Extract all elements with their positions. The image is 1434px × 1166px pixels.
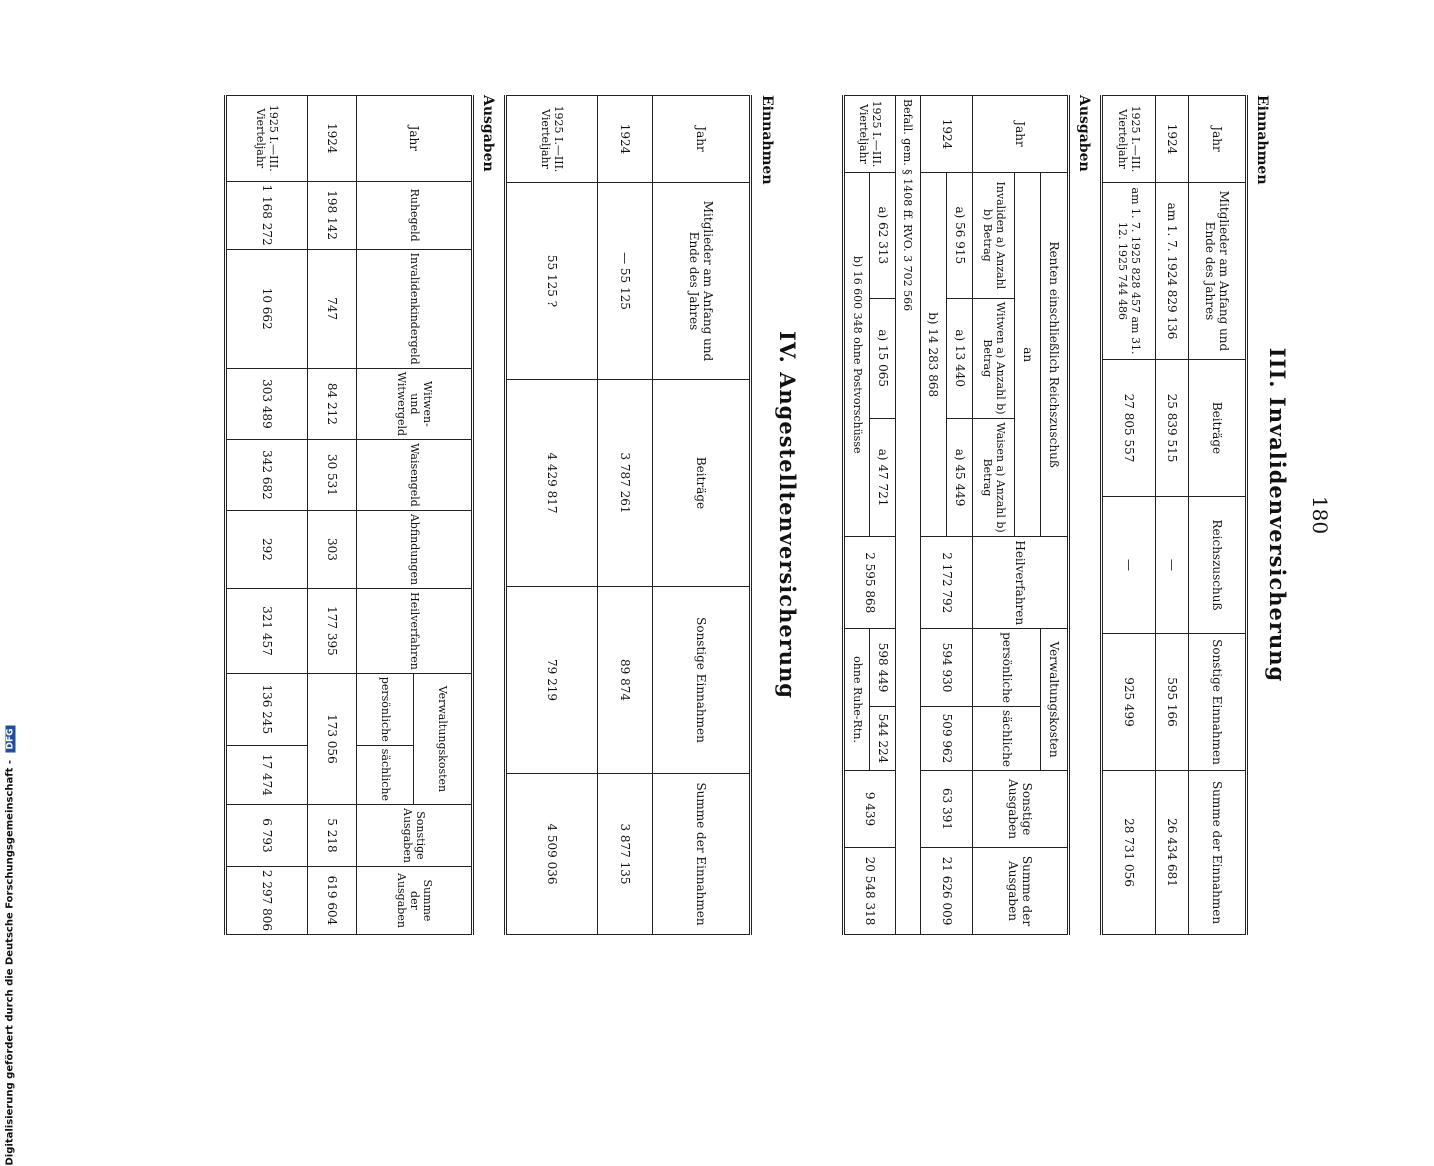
table-row <box>506 96 598 935</box>
cell-pers-note: ohne Ruhe-Rtn. <box>844 629 870 771</box>
page-number: 180 <box>1308 495 1332 535</box>
col-header: Invalidenkindergeld <box>357 249 473 368</box>
col-header: Beiträge <box>1188 360 1246 497</box>
cell-sonstige: 5 218 <box>308 805 357 867</box>
cell-sonstige: 79 219 <box>506 587 598 774</box>
cell-reich: — <box>1102 497 1156 634</box>
section-title-invalidenversicherung: III. Invalidenversicherung <box>1265 347 1290 683</box>
table-row <box>869 96 895 935</box>
col-header: Witwen a) Anzahl b) Betrag <box>972 298 1014 418</box>
col-header: Heilverfahren <box>972 537 1068 629</box>
cell-abfind: 303 <box>308 510 357 588</box>
cell-jahr: 1925 I.—III. Vierteljahr <box>506 96 598 183</box>
col-header: Mitglieder am Anfang und Ende des Jahres <box>652 183 750 380</box>
table-header-row <box>652 96 750 935</box>
table-row <box>226 96 308 935</box>
col-header: Reichszuschuß <box>1188 497 1246 634</box>
cell-invaliden: a) 56 915 <box>946 173 972 299</box>
col-header: Summe der Einnahmen <box>1188 771 1246 935</box>
cell-beitraege: 3 787 261 <box>597 380 652 587</box>
table-row <box>308 96 357 935</box>
cell-invaliden: 747 <box>308 249 357 368</box>
cell-pers: 598 449 <box>869 629 895 707</box>
cell-saech: 17 474 <box>226 745 308 804</box>
ausgaben-label: Ausgaben <box>480 95 496 172</box>
cell-summe: 20 548 318 <box>844 848 896 935</box>
table-header-row <box>1041 96 1069 935</box>
cell-saech: 509 962 <box>920 706 972 770</box>
sidebar <box>0 0 22 1166</box>
cell-ruhegeld: 198 142 <box>308 181 357 249</box>
table-row <box>896 96 921 935</box>
cell-witwen: a) 13 440 <box>946 298 972 418</box>
col-header: Invaliden a) Anzahl b) Betrag <box>972 173 1014 299</box>
cell-sonstige: 9 439 <box>844 771 896 848</box>
cell-sonstige: 6 793 <box>226 805 308 867</box>
cell-invaliden: a) 62 313 <box>869 173 895 299</box>
cell-sonstige: 925 499 <box>1102 634 1156 771</box>
einnahmen-label: Einnahmen <box>1254 95 1270 185</box>
table-row <box>1102 96 1156 935</box>
cell-jahr: 1924 <box>920 96 972 173</box>
befall-note: Befall. gem. § 1408 ff. RVO. 3 702 566 <box>896 96 921 935</box>
cell-beitraege: 27 805 557 <box>1102 360 1156 497</box>
col-header: Jahr <box>972 96 1068 173</box>
col-header: Verwaltungskosten <box>413 673 472 804</box>
table-row <box>1156 96 1188 935</box>
cell-jahr: 1924 <box>597 96 652 183</box>
col-header: Jahr <box>357 96 473 182</box>
col-header: Jahr <box>1188 96 1246 183</box>
ausgaben-label: Ausgaben <box>1076 95 1092 172</box>
cell-summe: 4 509 036 <box>506 774 598 935</box>
cell-ruhegeld: 1 168 272 <box>226 181 308 249</box>
cell-witwen: 303 489 <box>226 368 308 439</box>
col-header: Sonstige Ausgaben <box>357 805 473 867</box>
table-header-row <box>413 96 472 935</box>
col-header: Waisengeld <box>357 440 473 511</box>
cell-pers: 594 930 <box>920 629 972 707</box>
col-header: Verwaltungskosten <box>1041 629 1069 771</box>
col-header: an <box>1015 173 1041 537</box>
dfg-logo: DFG <box>6 725 16 752</box>
col-header: Heilverfahren <box>357 589 473 674</box>
cell-jahr: 1925 I.—III. Vierteljahr <box>844 96 896 173</box>
cell-sonstige: 595 166 <box>1156 634 1188 771</box>
funding-text: Digitalisierung gefördert durch die Deutsche Forschungsgemeinschaft - <box>4 759 16 1166</box>
cell-heil: 2 595 868 <box>844 537 896 629</box>
cell-betrag: b) 14 283 868 <box>920 173 946 537</box>
col-header: persönliche <box>357 673 413 745</box>
cell-summe: 28 731 056 <box>1102 771 1156 935</box>
cell-witwen: 84 212 <box>308 368 357 439</box>
cell-invaliden: 10 662 <box>226 249 308 368</box>
table-angestellten-einnahmen <box>504 95 752 935</box>
cell-jahr: 1925 I.—III. Vierteljahr <box>1102 96 1156 183</box>
cell-mitglieder: 55 125 ? <box>506 183 598 380</box>
einnahmen-label: Einnahmen <box>759 95 775 185</box>
col-header: persönliche <box>972 629 1041 707</box>
table-invaliden-ausgaben <box>842 95 1070 935</box>
cell-summe: 3 877 135 <box>597 774 652 935</box>
cell-beitraege: 4 429 817 <box>506 380 598 587</box>
col-header: Summe der Ausgaben <box>972 848 1068 935</box>
col-header: Witwen- und Witwergeld <box>357 368 473 439</box>
cell-beitraege: 25 839 515 <box>1156 360 1188 497</box>
document-page <box>170 95 1330 935</box>
col-header: Sonstige Ausgaben <box>972 771 1068 848</box>
col-header: Beiträge <box>652 380 750 587</box>
col-header: Waisen a) Anzahl b) Betrag <box>972 418 1014 537</box>
cell-heil: 321 457 <box>226 589 308 674</box>
table-angestellten-ausgaben <box>224 95 474 935</box>
cell-betrag: b) 16 600 348 ohne Postvorschüsse <box>844 173 870 537</box>
cell-verwaltung: 173 056 <box>308 673 357 804</box>
cell-mitglieder: — 55 125 <box>597 183 652 380</box>
section-title-angestelltenversicherung: IV. Angestelltenversicherung <box>775 331 800 699</box>
cell-jahr: 1925 I.—III. Vierteljahr <box>226 96 308 182</box>
cell-mitglieder: am 1. 7. 1924 829 136 <box>1156 183 1188 360</box>
table-header-row <box>1188 96 1246 935</box>
cell-pers: 136 245 <box>226 673 308 745</box>
cell-reich: — <box>1156 497 1188 634</box>
cell-jahr: 1924 <box>308 96 357 182</box>
cell-waisen: a) 45 449 <box>946 418 972 537</box>
col-header: Renten einschließlich Reichszuschuß <box>1041 173 1069 537</box>
table-invaliden-einnahmen <box>1100 95 1248 935</box>
cell-witwen: a) 15 065 <box>869 298 895 418</box>
cell-waisen: 30 531 <box>308 440 357 511</box>
cell-heil: 2 172 792 <box>920 537 972 629</box>
col-header: Jahr <box>652 96 750 183</box>
cell-summe: 2 297 806 <box>226 866 308 934</box>
cell-mitglieder: am 1. 7. 1925 828 457 am 31. 12. 1925 744 486 <box>1102 183 1156 360</box>
cell-jahr: 1924 <box>1156 96 1188 183</box>
cell-waisen: 342 682 <box>226 440 308 511</box>
col-header: Mitglieder am Anfang und Ende des Jahres <box>1188 183 1246 360</box>
col-header: Abfindungen <box>357 510 473 588</box>
cell-summe: 26 434 681 <box>1156 771 1188 935</box>
cell-summe: 21 626 009 <box>920 848 972 935</box>
cell-saech: 544 224 <box>869 706 895 770</box>
cell-sonstige: 89 874 <box>597 587 652 774</box>
cell-summe: 619 604 <box>308 866 357 934</box>
col-header: Summe der Einnahmen <box>652 774 750 935</box>
col-header: sächliche <box>357 745 413 804</box>
funding-note <box>5 426 16 1166</box>
col-header: Sonstige Einnahmen <box>652 587 750 774</box>
cell-abfind: 292 <box>226 510 308 588</box>
cell-sonstige: 63 391 <box>920 771 972 848</box>
col-header: Ruhegeld <box>357 181 473 249</box>
col-header: sächliche <box>972 706 1041 770</box>
col-header: Sonstige Einnahmen <box>1188 634 1246 771</box>
col-header: Summe der Ausgaben <box>357 866 473 934</box>
table-row <box>946 96 972 935</box>
cell-heil: 177 395 <box>308 589 357 674</box>
cell-waisen: a) 47 721 <box>869 418 895 537</box>
table-row <box>597 96 652 935</box>
